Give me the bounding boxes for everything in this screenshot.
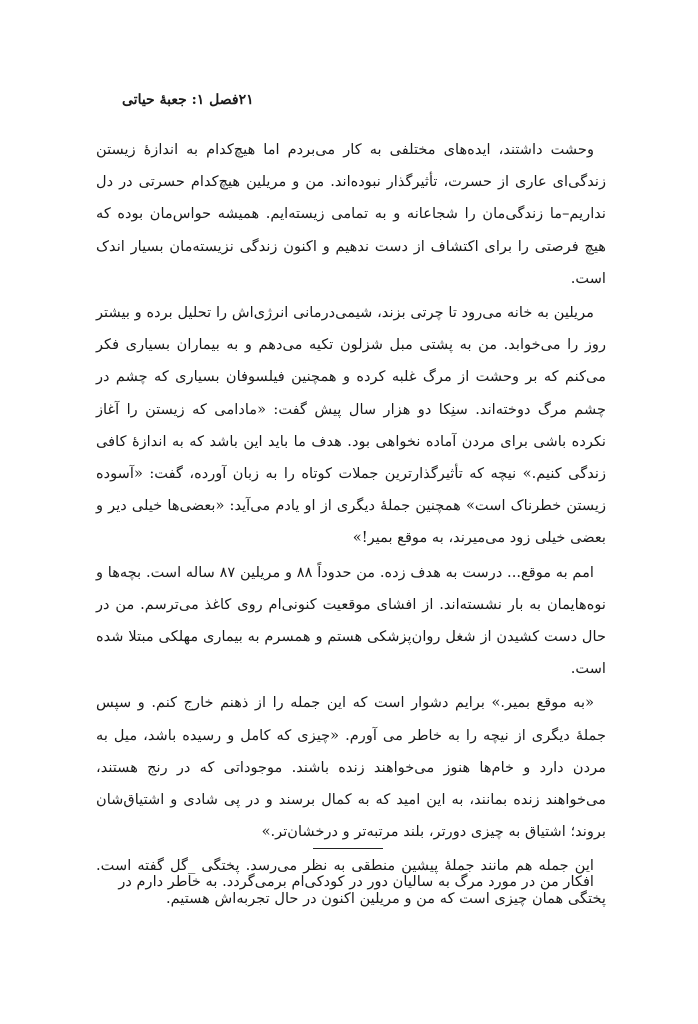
chapter-title: فصل ۱: جعبهٔ حیاتی [122,92,239,108]
page-number: ۲۱ [238,92,254,108]
paragraph-1: وحشت داشتند، ایده‌های مختلفی به کار می‌بردم اما هیچ‌کدام به اندازهٔ زیستن زندگی‌ای عاری از حسرت، تأثیرگذار نبوده‌اند. من و مریلین هیچ‌کدام حسرتی در دل نداریم–ما زندگی‌مان را شجاعانه و به تمامی زیسته‌ایم. همیشه حواس‌مان بوده که هیچ فرصتی را برای اکتشاف از دست ندهیم و اکنون زندگی نزیسته‌مان بسیار اندک است. [96,141,606,287]
running-header [96,92,606,108]
section-divider [313,848,383,849]
continuation-paragraph: افکار من در مورد مرگ به سالیان دور در کودکی‌ام برمی‌گردد. به خاطر دارم در [118,873,594,890]
paragraph-3: امم به موقع... درست به هدف زده. من حدوداً ۸۸ و مریلین ۸۷ ساله است. بچه‌ها و نوه‌هایمان به بار نشسته‌اند. از افشای موقعیت کنونی‌ام روی کاغذ می‌ترسم. من در حال دست کشیدن از شغل روان‌پزشکی هستم و همسرم به بیماری مهلکی مبتلا شده است. [96,563,606,678]
body-text [96,134,606,915]
paragraph-5: این جمله هم مانند جملهٔ پیشین منطقی به نظر می‌رسد. پختگی _گل گفته است. پختگی همان چیزی است که من و مریلین اکنون در حال تجربه‌اش هستیم. [96,857,606,907]
paragraph-2: مریلین به خانه می‌رود تا چرتی بزند، شیمی‌درمانی انرژی‌اش را تحلیل برده و بیشتر روز را می‌خوابد. من به پشتی مبل شزلون تکیه می‌دهم و به بیماران بسیاری فکر می‌کنم که بر وحشت از مرگ غلبه کرده و همچنین فیلسوفان بسیاری که چشم در چشم مرگ دوخته‌اند. سنِکا دو هزار سال پیش گفت: «مادامی که زیستن را آغاز نکرده باشی برای مردن آماده نخواهی بود. هدف ما باید این باشد که به اندازهٔ کافی زندگی کنیم.» نیچه که تأثیرگذارترین جملات کوتاه را به زبان آورده، گفت: «آسوده زیستن خطرناک است» همچنین جملهٔ دیگری از او یادم می‌آید: «بعضی‌ها خیلی دیر و بعضی خیلی زود می‌میرند، به موقع بمیر!» [96,304,606,547]
paragraph-4: «به موقع بمیر.» برایم دشوار است که این جمله را از ذهنم خارج کنم. و سپس جملهٔ دیگری از نیچه را به خاطر می آورم. «چیزی که کامل و رسیده باشد، میل به مردن دارد و خام‌ها هنوز می‌خواهند زنده باشند. موجوداتی که در رنج هستند، می‌خواهند زنده بمانند، به این امید که به کمال برسند و در پی شادی و اشتیاق‌شان بروند؛ اشتیاق به چیزی دورتر، بلند مرتبه‌تر و درخشان‌تر.» [96,694,606,841]
